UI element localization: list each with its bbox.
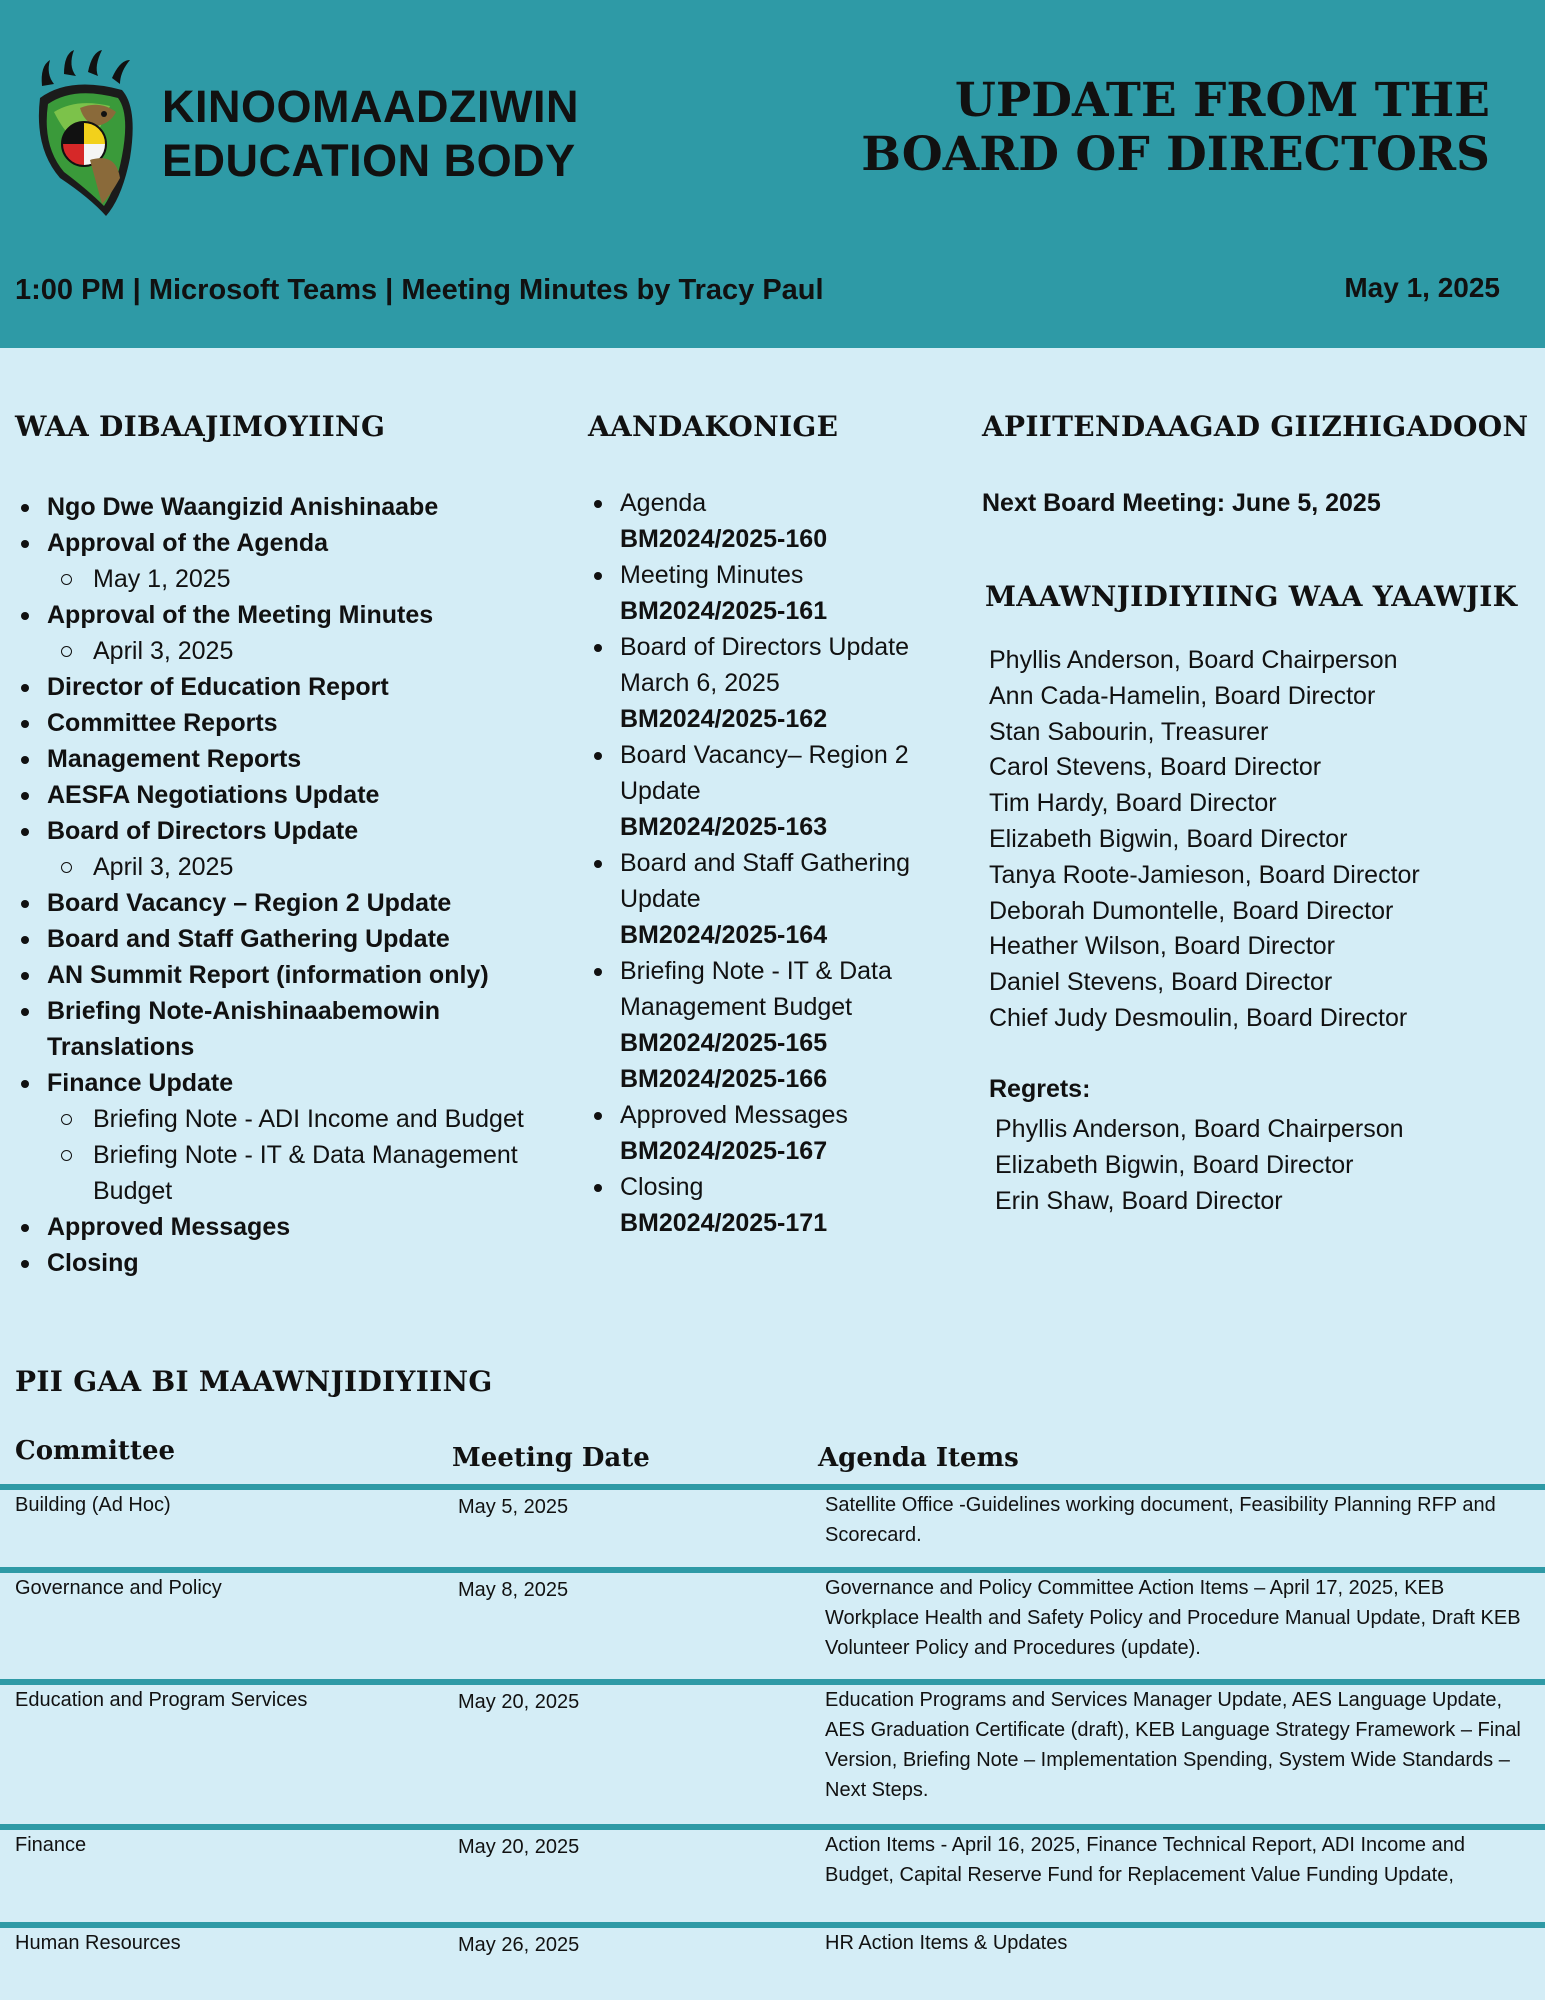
committee-meeting-date: May 20, 2025: [458, 1836, 580, 1858]
agenda-item-label: Board of Directors Update: [47, 817, 359, 845]
committee-agenda-items: HR Action Items & Updates: [825, 1932, 1068, 1954]
motion-code: BM2024/2025-165: [620, 1029, 828, 1057]
agenda-item: [15, 1065, 575, 1209]
column-header-agenda-items: Agenda Items: [818, 1443, 1019, 1473]
committee-agenda-items: Satellite Office -Guidelines working document, Feasibility Planning RFP and Scorecard.: [825, 1494, 1496, 1546]
motion-label: Agenda: [620, 489, 707, 517]
agenda-item-label: Finance Update: [47, 1069, 234, 1097]
agenda-item: [15, 597, 575, 669]
motions-heading: AANDAKONIGE: [588, 410, 839, 443]
agenda-list: [15, 489, 575, 1281]
motion-item: [588, 845, 928, 953]
meeting-date: May 1, 2025: [1344, 272, 1500, 303]
agenda-item-label: Committee Reports: [47, 709, 278, 737]
agenda-item-label: Director of Education Report: [47, 673, 389, 701]
title-line2: BOARD OF DIRECTORS: [861, 127, 1490, 182]
committee-name: Building (Ad Hoc): [15, 1494, 171, 1516]
committee-name: Finance: [15, 1834, 87, 1856]
agenda-item: [15, 741, 575, 777]
motion-code: BM2024/2025-171: [620, 1209, 828, 1237]
motion-item: [588, 1097, 928, 1169]
agenda-item: [15, 705, 575, 741]
agenda-item: [15, 777, 575, 813]
motions-list: [588, 485, 928, 1241]
agenda-item-label: AN Summit Report (information only): [47, 961, 489, 989]
agenda-item: [15, 957, 575, 993]
motion-label: Approved Messages: [620, 1101, 848, 1129]
attendee: Carol Stevens, Board Director: [989, 753, 1322, 782]
attendee: Ann Cada-Hamelin, Board Director: [989, 681, 1376, 710]
attendance-heading: MAAWNJIDIYIING WAA YAAWJIK: [985, 580, 1518, 613]
agenda-item-label: AESFA Negotiations Update: [47, 781, 380, 809]
attendee: Tanya Roote-Jamieson, Board Director: [989, 860, 1420, 889]
org-name-line2: EDUCATION BODY: [162, 135, 576, 186]
regret-name: Erin Shaw, Board Director: [995, 1187, 1283, 1215]
agenda-item-label: Closing: [47, 1249, 139, 1277]
committee-agenda-items: Action Items - April 16, 2025, Finance Technical Report, ADI Income and Budget, Capital Reserve Fund for Replacement Value Funding Update,: [825, 1834, 1465, 1886]
committee-name: Human Resources: [15, 1932, 181, 1954]
agenda-item: [15, 1245, 575, 1281]
motion-label: Briefing Note - IT & Data Management Budget: [620, 957, 892, 1021]
agenda-sub-list: [47, 1101, 575, 1209]
agenda-sub-item: Briefing Note - ADI Income and Budget: [47, 1101, 575, 1137]
agenda-item: [15, 525, 575, 597]
agenda-sub-list: [47, 561, 575, 597]
motion-code: BM2024/2025-166: [620, 1065, 828, 1093]
committee-meeting-date: May 5, 2025: [458, 1496, 569, 1518]
org-name-line1: KINOOMAADZIWIN: [162, 81, 579, 132]
motion-item: [588, 557, 928, 629]
agenda-item-label: Approved Messages: [47, 1213, 291, 1241]
committee-meeting-date: May 8, 2025: [458, 1579, 569, 1601]
regret-name: Elizabeth Bigwin, Board Director: [995, 1151, 1354, 1179]
motion-code: BM2024/2025-167: [620, 1137, 828, 1165]
agenda-item-label: Briefing Note-Anishinaabemowin Translations: [47, 997, 441, 1061]
motion-code: BM2024/2025-162: [620, 705, 828, 733]
motion-item: [588, 485, 928, 557]
upcoming-heading: APIITENDAAGAD GIIZHIGADOON: [982, 410, 1529, 443]
attendee-list: [989, 643, 1420, 1037]
attendee: Tim Hardy, Board Director: [989, 789, 1277, 818]
title-line1: UPDATE FROM THE: [954, 73, 1490, 128]
motion-item: [588, 737, 928, 845]
motion-label: Closing: [620, 1173, 704, 1201]
committee-meeting-date: May 20, 2025: [458, 1691, 580, 1713]
attendee: Daniel Stevens, Board Director: [989, 968, 1333, 997]
agenda-item: [15, 489, 575, 525]
agenda-item-label: Board and Staff Gathering Update: [47, 925, 450, 953]
attendee: Deborah Dumontelle, Board Director: [989, 896, 1394, 925]
motion-code: BM2024/2025-163: [620, 813, 828, 841]
motion-item: [588, 953, 928, 1097]
agenda-item-label: Board Vacancy – Region 2 Update: [47, 889, 452, 917]
committee-agenda-items: Governance and Policy Committee Action Items – April 17, 2025, KEB Workplace Health and Safety Policy and Procedure Manual Update, Draft KEB Volunteer Policy and Procedures (update).: [825, 1577, 1521, 1659]
agenda-sub-item: April 3, 2025: [47, 633, 575, 669]
committees-heading: PII GAA BI MAAWNJIDIYIING: [15, 1365, 493, 1398]
agenda-heading: WAA DIBAAJIMOYIING: [15, 410, 386, 443]
agenda-sub-list: [47, 633, 575, 669]
next-board-meeting: Next Board Meeting: June 5, 2025: [982, 489, 1381, 517]
attendee: Elizabeth Bigwin, Board Director: [989, 824, 1348, 853]
motion-item: [588, 629, 928, 737]
motions-column: [588, 485, 928, 1241]
motion-label: Board of Directors Update March 6, 2025: [620, 633, 910, 697]
motion-label: Board and Staff Gathering Update: [620, 849, 911, 913]
regrets-label: Regrets:: [989, 1075, 1091, 1103]
agenda-item: [15, 669, 575, 705]
regrets-list: [995, 1111, 1404, 1219]
attendee: Phyllis Anderson, Board Chairperson: [989, 646, 1398, 674]
agenda-item: [15, 1209, 575, 1245]
attendee: Chief Judy Desmoulin, Board Director: [989, 1003, 1408, 1032]
committee-name: Education and Program Services: [15, 1689, 308, 1711]
header-banner: [0, 0, 1545, 348]
document-title: [861, 74, 1490, 182]
regret-name: Phyllis Anderson, Board Chairperson: [995, 1115, 1404, 1143]
motion-item: [588, 1169, 928, 1241]
logo-icon: [30, 48, 150, 218]
agenda-item: [15, 885, 575, 921]
column-header-committee: Committee: [15, 1436, 176, 1466]
motion-code: BM2024/2025-164: [620, 921, 828, 949]
committee-agenda-items: Education Programs and Services Manager Update, AES Language Update, AES Graduation Certificate (draft), KEB Language Strategy Framework – Final Version, Briefing Note – Implementation Spending, System Wide Standards – Next Steps.: [825, 1689, 1521, 1801]
agenda-item: [15, 921, 575, 957]
agenda-item: [15, 813, 575, 885]
agenda-sub-item: April 3, 2025: [47, 849, 575, 885]
motion-label: Meeting Minutes: [620, 561, 804, 589]
agenda-sub-list: [47, 849, 575, 885]
agenda-item-label: Approval of the Meeting Minutes: [47, 601, 434, 629]
agenda-item-label: Approval of the Agenda: [47, 529, 329, 557]
agenda-column: [15, 489, 575, 1281]
committee-meeting-date: May 26, 2025: [458, 1934, 580, 1956]
organization-name: [162, 80, 579, 188]
agenda-sub-item: May 1, 2025: [47, 561, 575, 597]
attendee: Stan Sabourin, Treasurer: [989, 717, 1269, 746]
agenda-sub-item: Briefing Note - IT & Data Management Budget: [47, 1137, 575, 1209]
agenda-item: [15, 993, 575, 1065]
agenda-item-label: Management Reports: [47, 745, 302, 773]
column-header-meeting-date: Meeting Date: [452, 1443, 650, 1473]
committee-name: Governance and Policy: [15, 1577, 222, 1599]
agenda-item-label: Ngo Dwe Waangizid Anishinaabe: [47, 493, 439, 521]
motion-code: BM2024/2025-160: [620, 525, 828, 553]
attendee: Heather Wilson, Board Director: [989, 932, 1335, 961]
motion-code: BM2024/2025-161: [620, 597, 828, 625]
meeting-info: 1:00 PM | Microsoft Teams | Meeting Minutes by Tracy Paul: [15, 274, 824, 306]
motion-label: Board Vacancy– Region 2 Update: [620, 741, 909, 805]
